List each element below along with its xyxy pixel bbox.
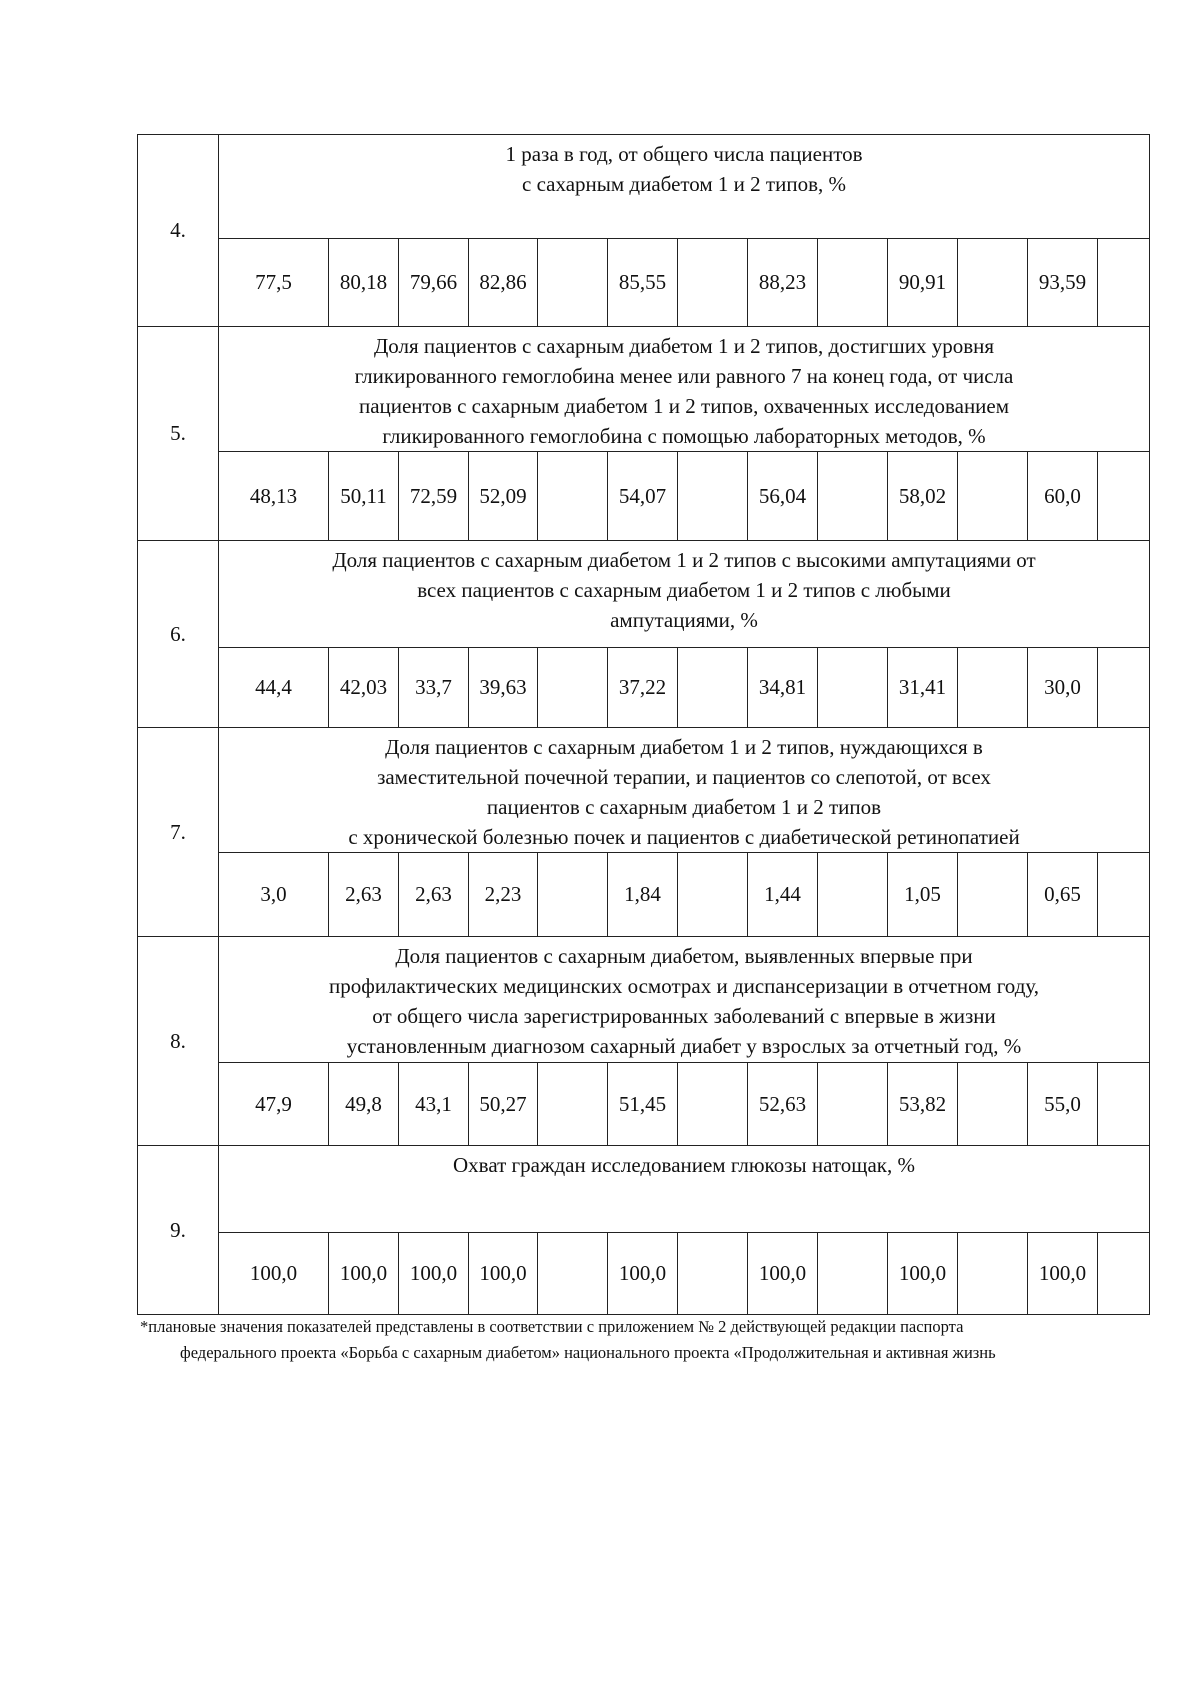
indicator-description <box>219 937 1150 1063</box>
value-cell: 100,0 <box>329 1233 399 1314</box>
values-cell-group <box>219 853 1150 937</box>
value-cell <box>678 1063 748 1145</box>
description-line: 1 раза в год, от общего числа пациентов <box>505 142 863 166</box>
description-line: Охват граждан исследованием глюкозы натощак, % <box>453 1153 915 1177</box>
description-line: установленным диагнозом сахарный диабет у взрослых за отчетный год, % <box>346 1034 1022 1058</box>
indicator-desc-row <box>138 1146 1150 1233</box>
value-cell: 39,63 <box>469 648 538 727</box>
description-line: Доля пациентов с сахарным диабетом 1 и 2 типов, нуждающихся в <box>385 735 983 759</box>
indicator-description <box>219 541 1150 648</box>
indicators-table <box>137 134 1150 1315</box>
values-cell-group <box>219 1233 1150 1315</box>
indicator-description <box>219 1146 1150 1233</box>
description-line: всех пациентов с сахарным диабетом 1 и 2 типов с любыми <box>417 578 951 602</box>
value-cell: 49,8 <box>329 1063 399 1145</box>
description-line: с сахарным диабетом 1 и 2 типов, % <box>522 172 846 196</box>
description-line: от общего числа зарегистрированных заболеваний с впервые в жизни <box>372 1004 996 1028</box>
values-cell-group <box>219 452 1150 541</box>
footnote-line-1: *плановые значения показателей представлены в соответствии с приложением № 2 действующей редакции паспорта <box>140 1317 964 1336</box>
indicator-values-row <box>138 1063 1150 1146</box>
indicator-number: 7. <box>138 728 219 937</box>
value-cell <box>818 239 888 326</box>
values-cell-group <box>219 239 1150 327</box>
value-cell <box>1098 648 1168 727</box>
value-cell: 100,0 <box>249 1261 298 1285</box>
indicator-values-row <box>138 452 1150 541</box>
value-cell <box>538 853 608 936</box>
value-cell: 90,91 <box>888 239 958 326</box>
value-cell: 80,18 <box>329 239 399 326</box>
value-cell: 82,86 <box>469 239 538 326</box>
value-cell: 100,0 <box>748 1233 818 1314</box>
value-cell: 2,23 <box>469 853 538 936</box>
value-cell <box>538 1233 608 1314</box>
value-cell: 44,4 <box>255 675 292 699</box>
value-cell: 72,59 <box>399 452 469 540</box>
value-cell: 54,07 <box>608 452 678 540</box>
description-line: пациентов с сахарным диабетом 1 и 2 типов, охваченных исследованием <box>358 394 1010 418</box>
value-cell <box>678 853 748 936</box>
indicator-number: 9. <box>138 1146 219 1315</box>
value-cell: 37,22 <box>608 648 678 727</box>
value-cell: 60,0 <box>1028 452 1098 540</box>
indicator-number: 6. <box>138 541 219 728</box>
value-cell: 100,0 <box>888 1233 958 1314</box>
value-cell: 2,63 <box>329 853 399 936</box>
value-cell: 100,0 <box>469 1233 538 1314</box>
value-cell: 0,65 <box>1028 853 1098 936</box>
value-cell: 3,0 <box>260 882 287 906</box>
value-cell <box>538 452 608 540</box>
indicator-number: 5. <box>138 327 219 541</box>
value-cell <box>958 452 1028 540</box>
indicator-values-row <box>138 853 1150 937</box>
indicator-desc-row <box>138 541 1150 648</box>
value-cell <box>958 239 1028 326</box>
footnote <box>140 1314 1170 1366</box>
value-cell: 93,59 <box>1028 239 1098 326</box>
indicator-desc-row <box>138 327 1150 452</box>
value-cell <box>678 239 748 326</box>
value-cell: 2,63 <box>399 853 469 936</box>
value-cell: 42,03 <box>329 648 399 727</box>
value-cell <box>538 648 608 727</box>
value-cell: 53,82 <box>888 1063 958 1145</box>
value-cell: 58,02 <box>888 452 958 540</box>
indicator-number: 8. <box>138 937 219 1146</box>
value-cell: 79,66 <box>399 239 469 326</box>
value-cell: 51,45 <box>608 1063 678 1145</box>
description-line: профилактических медицинских осмотрах и диспансеризации в отчетном году, <box>328 974 1040 998</box>
value-cell: 77,5 <box>255 270 292 294</box>
indicator-values-row <box>138 239 1150 327</box>
value-cell: 50,11 <box>329 452 399 540</box>
value-cell <box>678 1233 748 1314</box>
value-cell: 50,27 <box>469 1063 538 1145</box>
value-cell: 52,63 <box>748 1063 818 1145</box>
description-line: заместительной почечной терапии, и пациентов со слепотой, от всех <box>377 765 991 789</box>
value-cell <box>1098 452 1168 540</box>
footnote-line-2: федерального проекта «Борьба с сахарным диабетом» национального проекта «Продолжительная и активная жизнь <box>180 1343 996 1362</box>
indicator-values-row <box>138 648 1150 728</box>
values-cell-group <box>219 1063 1150 1146</box>
description-line: пациентов с сахарным диабетом 1 и 2 типов <box>486 795 882 819</box>
description-line: ампутациями, % <box>610 608 758 632</box>
indicator-values-row <box>138 1233 1150 1315</box>
value-cell: 1,05 <box>888 853 958 936</box>
value-cell: 100,0 <box>399 1233 469 1314</box>
indicator-description <box>219 327 1150 452</box>
value-cell <box>818 853 888 936</box>
value-cell: 56,04 <box>748 452 818 540</box>
value-cell <box>1098 1063 1168 1145</box>
value-cell <box>678 452 748 540</box>
indicator-desc-row <box>138 937 1150 1063</box>
value-cell: 33,7 <box>399 648 469 727</box>
value-cell <box>538 1063 608 1145</box>
value-cell: 48,13 <box>249 483 298 508</box>
value-cell: 88,23 <box>748 239 818 326</box>
value-cell: 30,0 <box>1028 648 1098 727</box>
description-line: гликированного гемоглобина с помощью лабораторных методов, % <box>382 424 986 448</box>
value-cell <box>818 1063 888 1145</box>
value-cell: 100,0 <box>1028 1233 1098 1314</box>
value-cell <box>538 239 608 326</box>
value-cell: 1,84 <box>608 853 678 936</box>
value-cell <box>1098 239 1168 326</box>
value-cell: 100,0 <box>608 1233 678 1314</box>
values-cell-group <box>219 648 1150 728</box>
value-cell <box>1098 1233 1168 1314</box>
value-cell <box>818 452 888 540</box>
value-cell <box>818 1233 888 1314</box>
indicator-description <box>219 728 1150 853</box>
value-cell: 31,41 <box>888 648 958 727</box>
value-cell: 34,81 <box>748 648 818 727</box>
indicator-desc-row <box>138 135 1150 239</box>
indicator-number: 4. <box>138 135 219 327</box>
indicator-description <box>219 135 1150 239</box>
value-cell: 43,1 <box>399 1063 469 1145</box>
description-line: гликированного гемоглобина менее или равного 7 на конец года, от числа <box>354 364 1014 388</box>
value-cell: 1,44 <box>748 853 818 936</box>
value-cell: 47,9 <box>255 1091 292 1116</box>
description-line: с хронической болезнью почек и пациентов с диабетической ретинопатией <box>348 825 1020 849</box>
value-cell <box>958 648 1028 727</box>
description-line: Доля пациентов с сахарным диабетом 1 и 2 типов, достигших уровня <box>373 334 995 358</box>
indicator-desc-row <box>138 728 1150 853</box>
value-cell: 85,55 <box>608 239 678 326</box>
description-line: Доля пациентов с сахарным диабетом, выявленных впервые при <box>395 944 973 968</box>
value-cell <box>958 1233 1028 1314</box>
value-cell <box>958 853 1028 936</box>
value-cell: 52,09 <box>469 452 538 540</box>
value-cell <box>1098 853 1168 936</box>
value-cell <box>678 648 748 727</box>
description-line: Доля пациентов с сахарным диабетом 1 и 2 типов с высокими ампутациями от <box>332 548 1036 572</box>
value-cell <box>818 648 888 727</box>
value-cell: 55,0 <box>1028 1063 1098 1145</box>
value-cell <box>958 1063 1028 1145</box>
